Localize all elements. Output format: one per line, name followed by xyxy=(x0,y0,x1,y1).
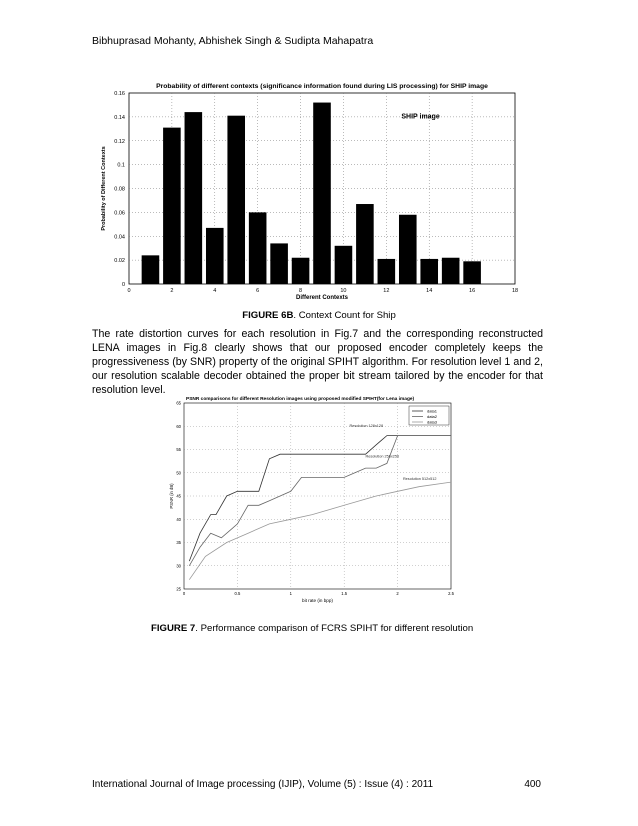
x-tick-label: 4 xyxy=(213,288,217,294)
legend-label: data2 xyxy=(427,414,438,419)
y-tick-label: 0.12 xyxy=(114,138,125,145)
y-tick-label: 40 xyxy=(176,516,181,522)
x-tick-label: 14 xyxy=(426,288,433,294)
curve-label: Resolution 256x256 xyxy=(365,454,400,459)
y-tick-label: 0.1 xyxy=(117,162,125,169)
x-axis-label: Different Contexts xyxy=(295,295,349,301)
y-tick-label: 35 xyxy=(176,540,181,545)
chart-title: Probability of different contexts (significance information found during LIS processing) for SHIP image xyxy=(156,83,488,90)
y-axis-label: PSNR (in dB) xyxy=(169,483,174,509)
figure-7-caption-label: FIGURE 7 xyxy=(151,623,196,634)
page-number: 400 xyxy=(524,779,541,790)
figure-6b-caption-text: . Context Count for Ship xyxy=(293,310,396,321)
curve-label: Resolution 512x512 xyxy=(402,477,437,482)
page-footer xyxy=(92,779,541,790)
footer-journal: International Journal of Image processing (IJIP), Volume (5) : Issue (4) : 2011 xyxy=(92,779,434,790)
figure-6b-caption-label: FIGURE 6B xyxy=(242,310,294,321)
x-tick-label: 0 xyxy=(127,288,131,294)
running-header: Bibhuprasad Mohanty, Abhishek Singh & Sudipta Mahapatra xyxy=(92,35,374,47)
body-paragraph: The rate distortion curves for each resolution in Fig.7 and the corresponding reconstructed LENA images in Fig.8 clearly shows that our proposed encoder completely keeps the progressiveness (by SNR) property of the original SPIHT algorithm. For resolution level 1 and 2, our resolution scalable decoder obtained the proper bit stream tailored by the encoder for that resolution level. xyxy=(92,328,543,396)
y-tick-label: 0.08 xyxy=(114,186,125,193)
y-tick-label: 45 xyxy=(176,493,181,499)
plot-area xyxy=(184,403,451,589)
bar xyxy=(420,259,438,284)
y-tick-label: 0.06 xyxy=(114,210,125,217)
y-tick-label: 55 xyxy=(176,447,181,452)
y-tick-label: 0.14 xyxy=(114,114,125,121)
y-tick-label: 65 xyxy=(176,400,181,406)
y-axis-label: Probability of Different Contexts xyxy=(101,146,107,231)
x-tick-label: 12 xyxy=(383,288,390,294)
y-tick-label: 60 xyxy=(176,423,181,429)
bar xyxy=(142,255,160,284)
figure-7-caption xyxy=(151,623,473,634)
figure-6b-bar-chart xyxy=(84,78,530,302)
bar xyxy=(270,243,288,284)
bar xyxy=(378,259,396,284)
x-tick-label: 16 xyxy=(469,288,476,294)
x-tick-label: 0 xyxy=(182,591,186,596)
bar xyxy=(463,261,481,284)
bar xyxy=(442,258,460,284)
chart-annotation: SHIP image xyxy=(401,113,440,121)
y-tick-label: 0.16 xyxy=(114,91,125,97)
x-tick-label: 18 xyxy=(511,288,519,294)
bar xyxy=(206,228,224,284)
x-tick-label: 2 xyxy=(396,591,399,596)
curve-label: Resolution 128x128 xyxy=(349,424,384,429)
x-tick-label: 1.5 xyxy=(341,591,348,596)
x-tick-label: 6 xyxy=(256,288,260,294)
figure-7-line-chart xyxy=(168,393,464,611)
bar xyxy=(292,258,310,284)
x-tick-label: 10 xyxy=(340,288,347,294)
x-tick-label: 2 xyxy=(170,288,174,294)
bar xyxy=(356,204,374,284)
bar xyxy=(163,128,181,284)
x-tick-label: 1 xyxy=(289,591,292,596)
x-tick-label: 2.5 xyxy=(448,591,454,596)
y-tick-label: 0 xyxy=(121,282,125,288)
y-tick-label: 25 xyxy=(176,586,181,592)
y-tick-label: 50 xyxy=(176,470,181,476)
legend-label: data1 xyxy=(427,408,438,414)
y-tick-label: 0.04 xyxy=(114,234,125,241)
legend-label: data3 xyxy=(427,419,438,425)
x-axis-label: bit rate (in bpp) xyxy=(302,598,333,603)
bar xyxy=(335,246,353,284)
chart-title: PSNR comparisons for different Resolution images using proposed modified SPIHT(for Lena image) xyxy=(186,397,415,402)
bar xyxy=(227,116,245,284)
x-tick-label: 8 xyxy=(299,288,303,294)
x-tick-label: 0.5 xyxy=(234,591,241,596)
y-tick-label: 0.02 xyxy=(114,258,125,265)
bar xyxy=(399,215,417,284)
bar xyxy=(249,212,267,284)
y-tick-label: 30 xyxy=(176,563,181,569)
figure-7-caption-text: . Performance comparison of FCRS SPIHT for different resolution xyxy=(195,623,474,634)
bar xyxy=(313,103,331,284)
figure-6b-caption xyxy=(0,310,638,321)
bar xyxy=(185,112,203,284)
